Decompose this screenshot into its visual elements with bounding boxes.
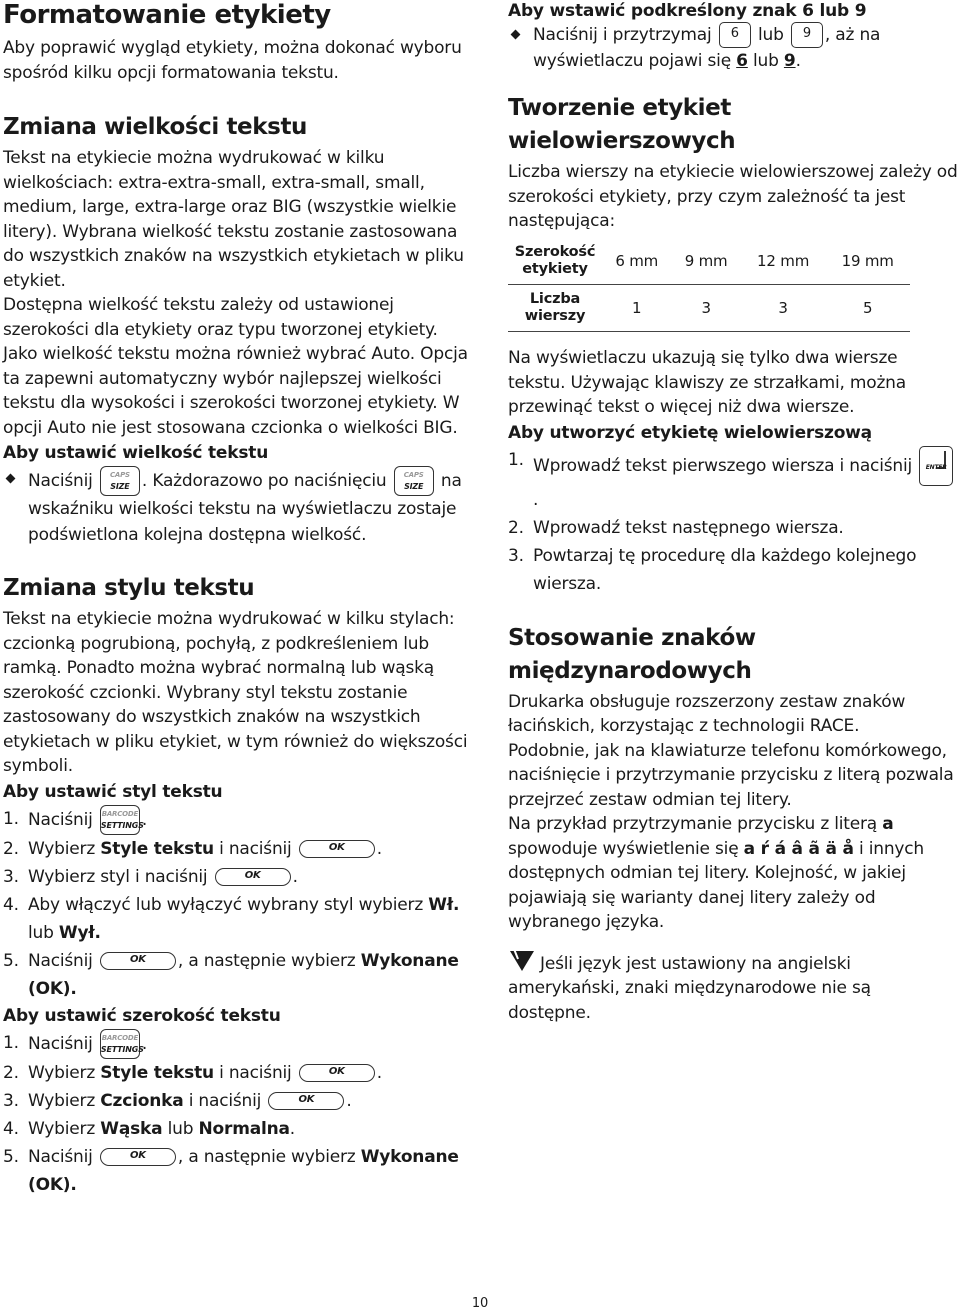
table-row [508,285,910,332]
table-header-width: Szerokość etykiety [508,238,602,285]
list-item: 5. Naciśnij OK , a następnie wybierz Wykonane (OK). [3,1146,459,1195]
table-row [508,238,910,285]
barcode-settings-key-icon: BARCODE SETTINGS [100,1029,140,1059]
left-column [3,0,473,1199]
multiline-para-2: Na wyświetlaczu ukazują się tylko dwa wiersze tekstu. Używając klawiszy ze strzałkami, można przewinąć tekst o więcej niż dwa wiersze. [508,348,906,417]
table-cell: 19 mm [825,238,910,285]
list-item: 2. Wybierz Style tekstu i naciśnij OK . [3,1062,383,1083]
table-header-lines: Liczba wierszy [508,285,602,332]
label-width-table [508,238,910,333]
table-cell: 9 mm [671,238,740,285]
multiline-steps-list [508,446,958,598]
table-cell: 3 [671,285,740,332]
page-number: 10 [471,1296,489,1311]
width-steps-list [3,1029,473,1199]
underline-heading: Aby wstawić podkreślony znak 6 lub 9 [508,1,867,21]
ok-key-icon: OK [299,840,375,858]
list-item: 1. Naciśnij BARCODE SETTINGS . [3,1029,473,1059]
table-cell: 1 [602,285,671,332]
style-subheading-1: Aby ustawić styl tekstu [3,781,223,802]
ok-key-icon: OK [215,868,291,886]
list-item: 3. Powtarzaj tę procedurę dla każdego kolejnego wiersza. [508,545,917,594]
list-item: 4. Aby włączyć lub wyłączyć wybrany styl wybierz Wł. lub Wył. [3,894,460,943]
nine-key-icon: 9 [791,22,823,48]
list-item: 1. Wprowadź tekst pierwszego wiersza i naciśnij ENTER . [508,446,958,514]
style-section-heading: Zmiana stylu tekstu [3,575,255,601]
table-cell: 3 [741,285,826,332]
table-cell: 6 mm [602,238,671,285]
list-item: 3. Wybierz Czcionka i naciśnij OK . [3,1090,352,1111]
enter-key-icon: ENTER [919,446,953,486]
size-para-1: Tekst na etykiecie można wydrukować w kilku wielkościach: extra-extra-small, extra-small, small, medium, large, extra-large oraz BIG (wszystkie wielkie litery). Wybrana wielkość tekstu zostanie zastosowana do wszystkich znaków na wszystkich etykietach w pliku etykiet. [3,148,464,291]
size-para-2: Dostępna wielkość tekstu zależy od ustawionej szerokości dla etykiety oraz typu tworzonej etykiety. [3,295,438,340]
multiline-para-1: Liczba wierszy na etykiecie wielowierszowej zależy od szerokości etykiety, przy czym zależność ta jest następująca: [508,162,958,231]
list-item: 3. Wybierz styl i naciśnij OK . [3,866,298,887]
barcode-settings-key-icon: BARCODE SETTINGS [100,805,140,835]
list-item: 1. Naciśnij BARCODE SETTINGS . [3,805,473,835]
international-para-3: Na przykład przytrzymanie przycisku z literą a spowoduje wyświetlenie się a ŕ á â ã ä å i innych dostępnych odmian tej litery. Kolejność, w jakiej pojawiają się warianty danej litery zależy od wybranego języka. [508,814,924,932]
six-key-icon: 6 [719,22,751,48]
size-section-heading: Zmiana wielkości tekstu [3,114,308,140]
list-item: 2. Wprowadź tekst następnego wiersza. [508,517,844,538]
right-column [508,0,958,1025]
intro-paragraph: Aby poprawić wygląd etykiety, można dokonać wyboru spośród kilku opcji formatowania tekstu. [3,38,462,83]
multiline-subheading: Aby utworzyć etykietę wielowierszową [508,422,872,443]
table-cell: 5 [825,285,910,332]
list-item: 2. Wybierz Style tekstu i naciśnij OK . [3,838,383,859]
size-bullet: Naciśnij CAPS SIZE . Każdorazowo po naciśnięciu CAPS SIZE na wskaźniku wielkości tekstu na wyświetlaczu zostaje podświetlona kolejna dostępna wielkość. [3,466,473,548]
style-para-1: Tekst na etykiecie można wydrukować w kilku stylach: czcionką pogrubioną, pochyłą, z podkreśleniem lub ramką. Ponadto można wybrać normalną lub wąską szerokość czcionki. Wybrany styl tekstu zostanie zastosowany do wszystkich znaków na wszystkich etykietach w pliku etykiet, w tym również do większości symboli. [3,609,468,776]
size-subheading: Aby ustawić wielkość tekstu [3,443,269,463]
international-para-1: Drukarka obsługuje rozszerzony zestaw znaków łacińskich, korzystając z technologii RACE. [508,691,906,736]
list-item: 5. Naciśnij OK , a następnie wybierz Wykonane (OK). [3,950,459,999]
size-para-3: Jako wielkość tekstu można również wybrać Auto. Opcja ta zapewni automatyczny wybór najlepszej wielkości tekstu dla wysokości i szerokości tworzonej etykiety. W opcji Auto nie jest stosowana czcionka o wielkości BIG. [3,344,468,438]
caps-size-key-icon: CAPS SIZE [100,466,140,496]
list-item: 4. Wybierz Wąska lub Normalna. [3,1118,295,1139]
page-title: Formatowanie etykiety [3,0,331,30]
note-icon [508,949,536,973]
ok-key-icon: OK [100,1148,176,1166]
ok-key-icon: OK [100,952,176,970]
international-note: Jeśli język jest ustawiony na angielski amerykański, znaki międzynarodowe nie są dostępne. [508,949,958,1026]
style-steps-list [3,805,473,1003]
ok-key-icon: OK [268,1092,344,1110]
international-para-2: Podobnie, jak na klawiaturze telefonu komórkowego, naciśnięcie i przytrzymanie przycisku z literą pozwala przejrzeć zestaw odmian tej litery. [508,740,954,810]
ok-key-icon: OK [299,1064,375,1082]
caps-size-key-icon: CAPS SIZE [394,466,434,496]
international-heading: Stosowanie znaków międzynarodowych [508,624,756,684]
style-subheading-2: Aby ustawić szerokość tekstu [3,1005,281,1026]
underline-bullet: Naciśnij i przytrzymaj 6 lub 9 , aż na wyświetlaczu pojawi się 6 lub 9. [508,22,958,74]
multiline-heading: Tworzenie etykiet wielowierszowych [508,95,736,154]
table-cell: 12 mm [741,238,826,285]
